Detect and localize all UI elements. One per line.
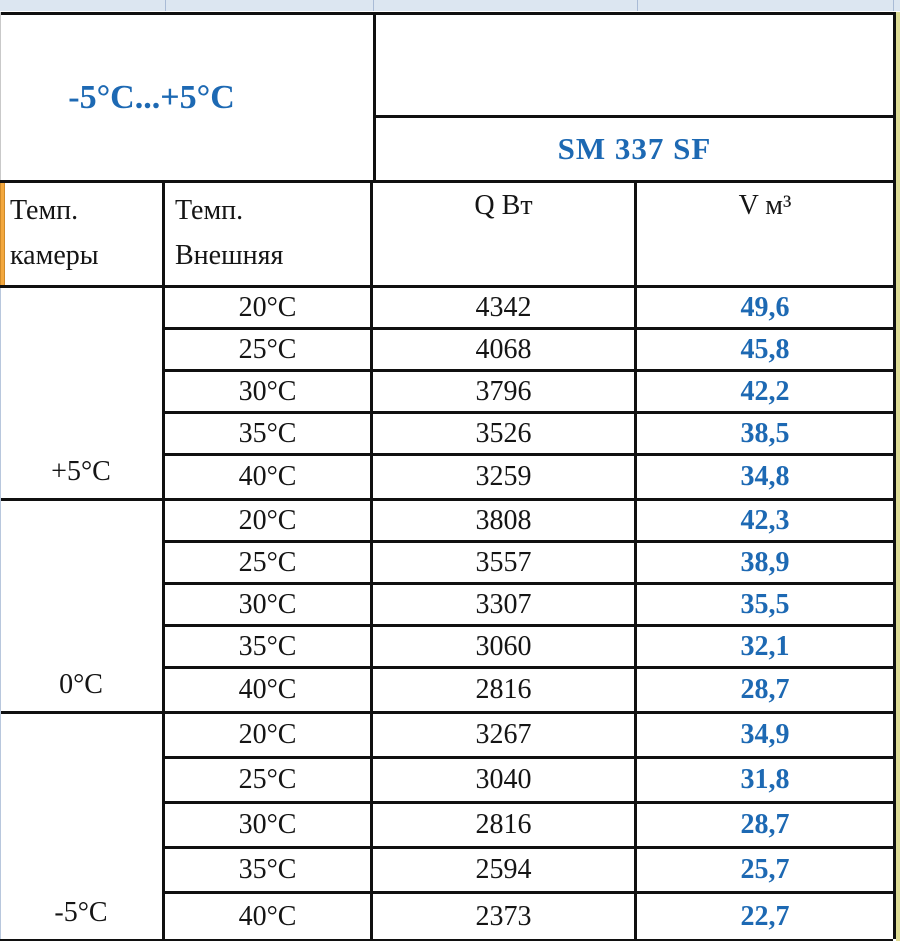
header-v-volume[interactable] xyxy=(637,180,893,285)
v-value-cell[interactable]: 28,7 xyxy=(637,804,893,849)
column-header-row xyxy=(0,180,893,285)
q-value-cell[interactable]: 3808 xyxy=(373,501,637,543)
v-value-cell[interactable]: 32,1 xyxy=(637,627,893,669)
row-highlight-marker xyxy=(0,183,5,285)
q-value-cell[interactable]: 3267 xyxy=(373,714,637,759)
header-v-label: V м³ xyxy=(738,190,792,221)
v-value-cell[interactable]: 42,2 xyxy=(637,372,893,414)
v-value-cell[interactable]: 45,8 xyxy=(637,330,893,372)
q-value-cell[interactable]: 3557 xyxy=(373,543,637,585)
v-value-cell[interactable]: 34,9 xyxy=(637,714,893,759)
header-external-line1: Темп. xyxy=(175,195,244,226)
chamber-temp-cell[interactable] xyxy=(0,714,165,939)
temp-group xyxy=(0,288,893,501)
left-gridline xyxy=(0,288,1,939)
q-value-cell[interactable]: 2594 xyxy=(373,849,637,894)
external-temp-cell[interactable]: 25°C xyxy=(165,543,373,585)
v-value-cell[interactable]: 22,7 xyxy=(740,900,790,932)
q-value-cell[interactable]: 2373 xyxy=(373,894,637,939)
v-value-cell[interactable]: 38,5 xyxy=(637,414,893,456)
v-value-cell[interactable]: 42,3 xyxy=(637,501,893,543)
grid-column-separator xyxy=(165,0,166,11)
external-temp-cell[interactable]: 30°C xyxy=(165,804,373,849)
v-value-cell[interactable]: 28,7 xyxy=(740,674,790,705)
q-value-cell[interactable]: 3040 xyxy=(373,759,637,804)
external-temp-cell[interactable]: 30°C xyxy=(165,372,373,414)
model-label: SM 337 SF xyxy=(557,131,712,166)
chamber-temp-label: -5°C xyxy=(54,897,108,928)
header-external-temp[interactable] xyxy=(165,180,373,285)
v-value-cell[interactable]: 34,8 xyxy=(740,461,790,492)
right-highlight-strip xyxy=(896,12,900,941)
border-line xyxy=(0,285,896,288)
header-external-line2: Внешняя xyxy=(175,240,284,271)
external-temp-cell[interactable]: 30°C xyxy=(165,585,373,627)
temp-range-label: -5°C...+5°C xyxy=(68,78,235,116)
header-q-label: Q Вт xyxy=(474,190,533,221)
temp-group xyxy=(0,501,893,714)
header-chamber-line1: Темп. xyxy=(10,195,79,226)
external-temp-cell[interactable]: 20°C xyxy=(165,714,373,759)
external-temp-cell[interactable]: 40°C xyxy=(165,894,373,939)
model-cell[interactable] xyxy=(376,118,893,180)
chamber-temp-label: 0°C xyxy=(59,669,103,700)
v-value-cell[interactable]: 31,8 xyxy=(637,759,893,804)
v-value-cell[interactable]: 49,6 xyxy=(637,288,893,330)
q-value-cell[interactable]: 4068 xyxy=(373,330,637,372)
q-value-cell[interactable]: 2816 xyxy=(373,669,637,711)
q-value-cell[interactable]: 3259 xyxy=(373,456,637,498)
table-border-top xyxy=(0,12,896,15)
external-temp-cell[interactable]: 35°C xyxy=(165,849,373,894)
q-value-cell[interactable]: 3796 xyxy=(373,372,637,414)
external-temp-cell[interactable]: 25°C xyxy=(165,759,373,804)
header-chamber-temp[interactable] xyxy=(0,180,165,285)
temp-group xyxy=(0,714,893,941)
q-value-cell[interactable]: 2816 xyxy=(373,804,637,849)
header-q-watts[interactable] xyxy=(373,180,637,285)
v-value-cell[interactable]: 35,5 xyxy=(637,585,893,627)
v-value-cell[interactable]: 38,9 xyxy=(637,543,893,585)
border-line xyxy=(373,12,376,180)
external-temp-cell[interactable]: 40°C xyxy=(165,456,373,498)
header-chamber-line2: камеры xyxy=(10,240,99,271)
chamber-temp-cell[interactable] xyxy=(0,288,165,498)
left-gridline xyxy=(0,12,1,180)
grid-column-separator xyxy=(373,0,374,11)
table-body xyxy=(0,288,893,941)
external-temp-cell[interactable]: 20°C xyxy=(165,501,373,543)
q-value-cell[interactable]: 3307 xyxy=(373,585,637,627)
external-temp-cell[interactable]: 35°C xyxy=(165,414,373,456)
chamber-temp-label: +5°C xyxy=(51,456,111,487)
border-line xyxy=(0,180,896,183)
chamber-temp-cell[interactable] xyxy=(0,501,165,711)
border-line xyxy=(373,115,896,118)
external-temp-cell[interactable]: 25°C xyxy=(165,330,373,372)
external-temp-cell[interactable]: 20°C xyxy=(165,288,373,330)
external-temp-cell[interactable]: 40°C xyxy=(165,669,373,711)
temp-range-cell[interactable] xyxy=(0,15,373,180)
spreadsheet-grid-strip xyxy=(0,0,900,11)
q-value-cell[interactable]: 3060 xyxy=(373,627,637,669)
grid-column-separator xyxy=(893,0,894,11)
q-value-cell[interactable]: 4342 xyxy=(373,288,637,330)
external-temp-cell[interactable]: 35°C xyxy=(165,627,373,669)
empty-header-cell[interactable] xyxy=(376,15,893,115)
v-value-cell[interactable]: 25,7 xyxy=(637,849,893,894)
q-value-cell[interactable]: 3526 xyxy=(373,414,637,456)
grid-column-separator xyxy=(637,0,638,11)
